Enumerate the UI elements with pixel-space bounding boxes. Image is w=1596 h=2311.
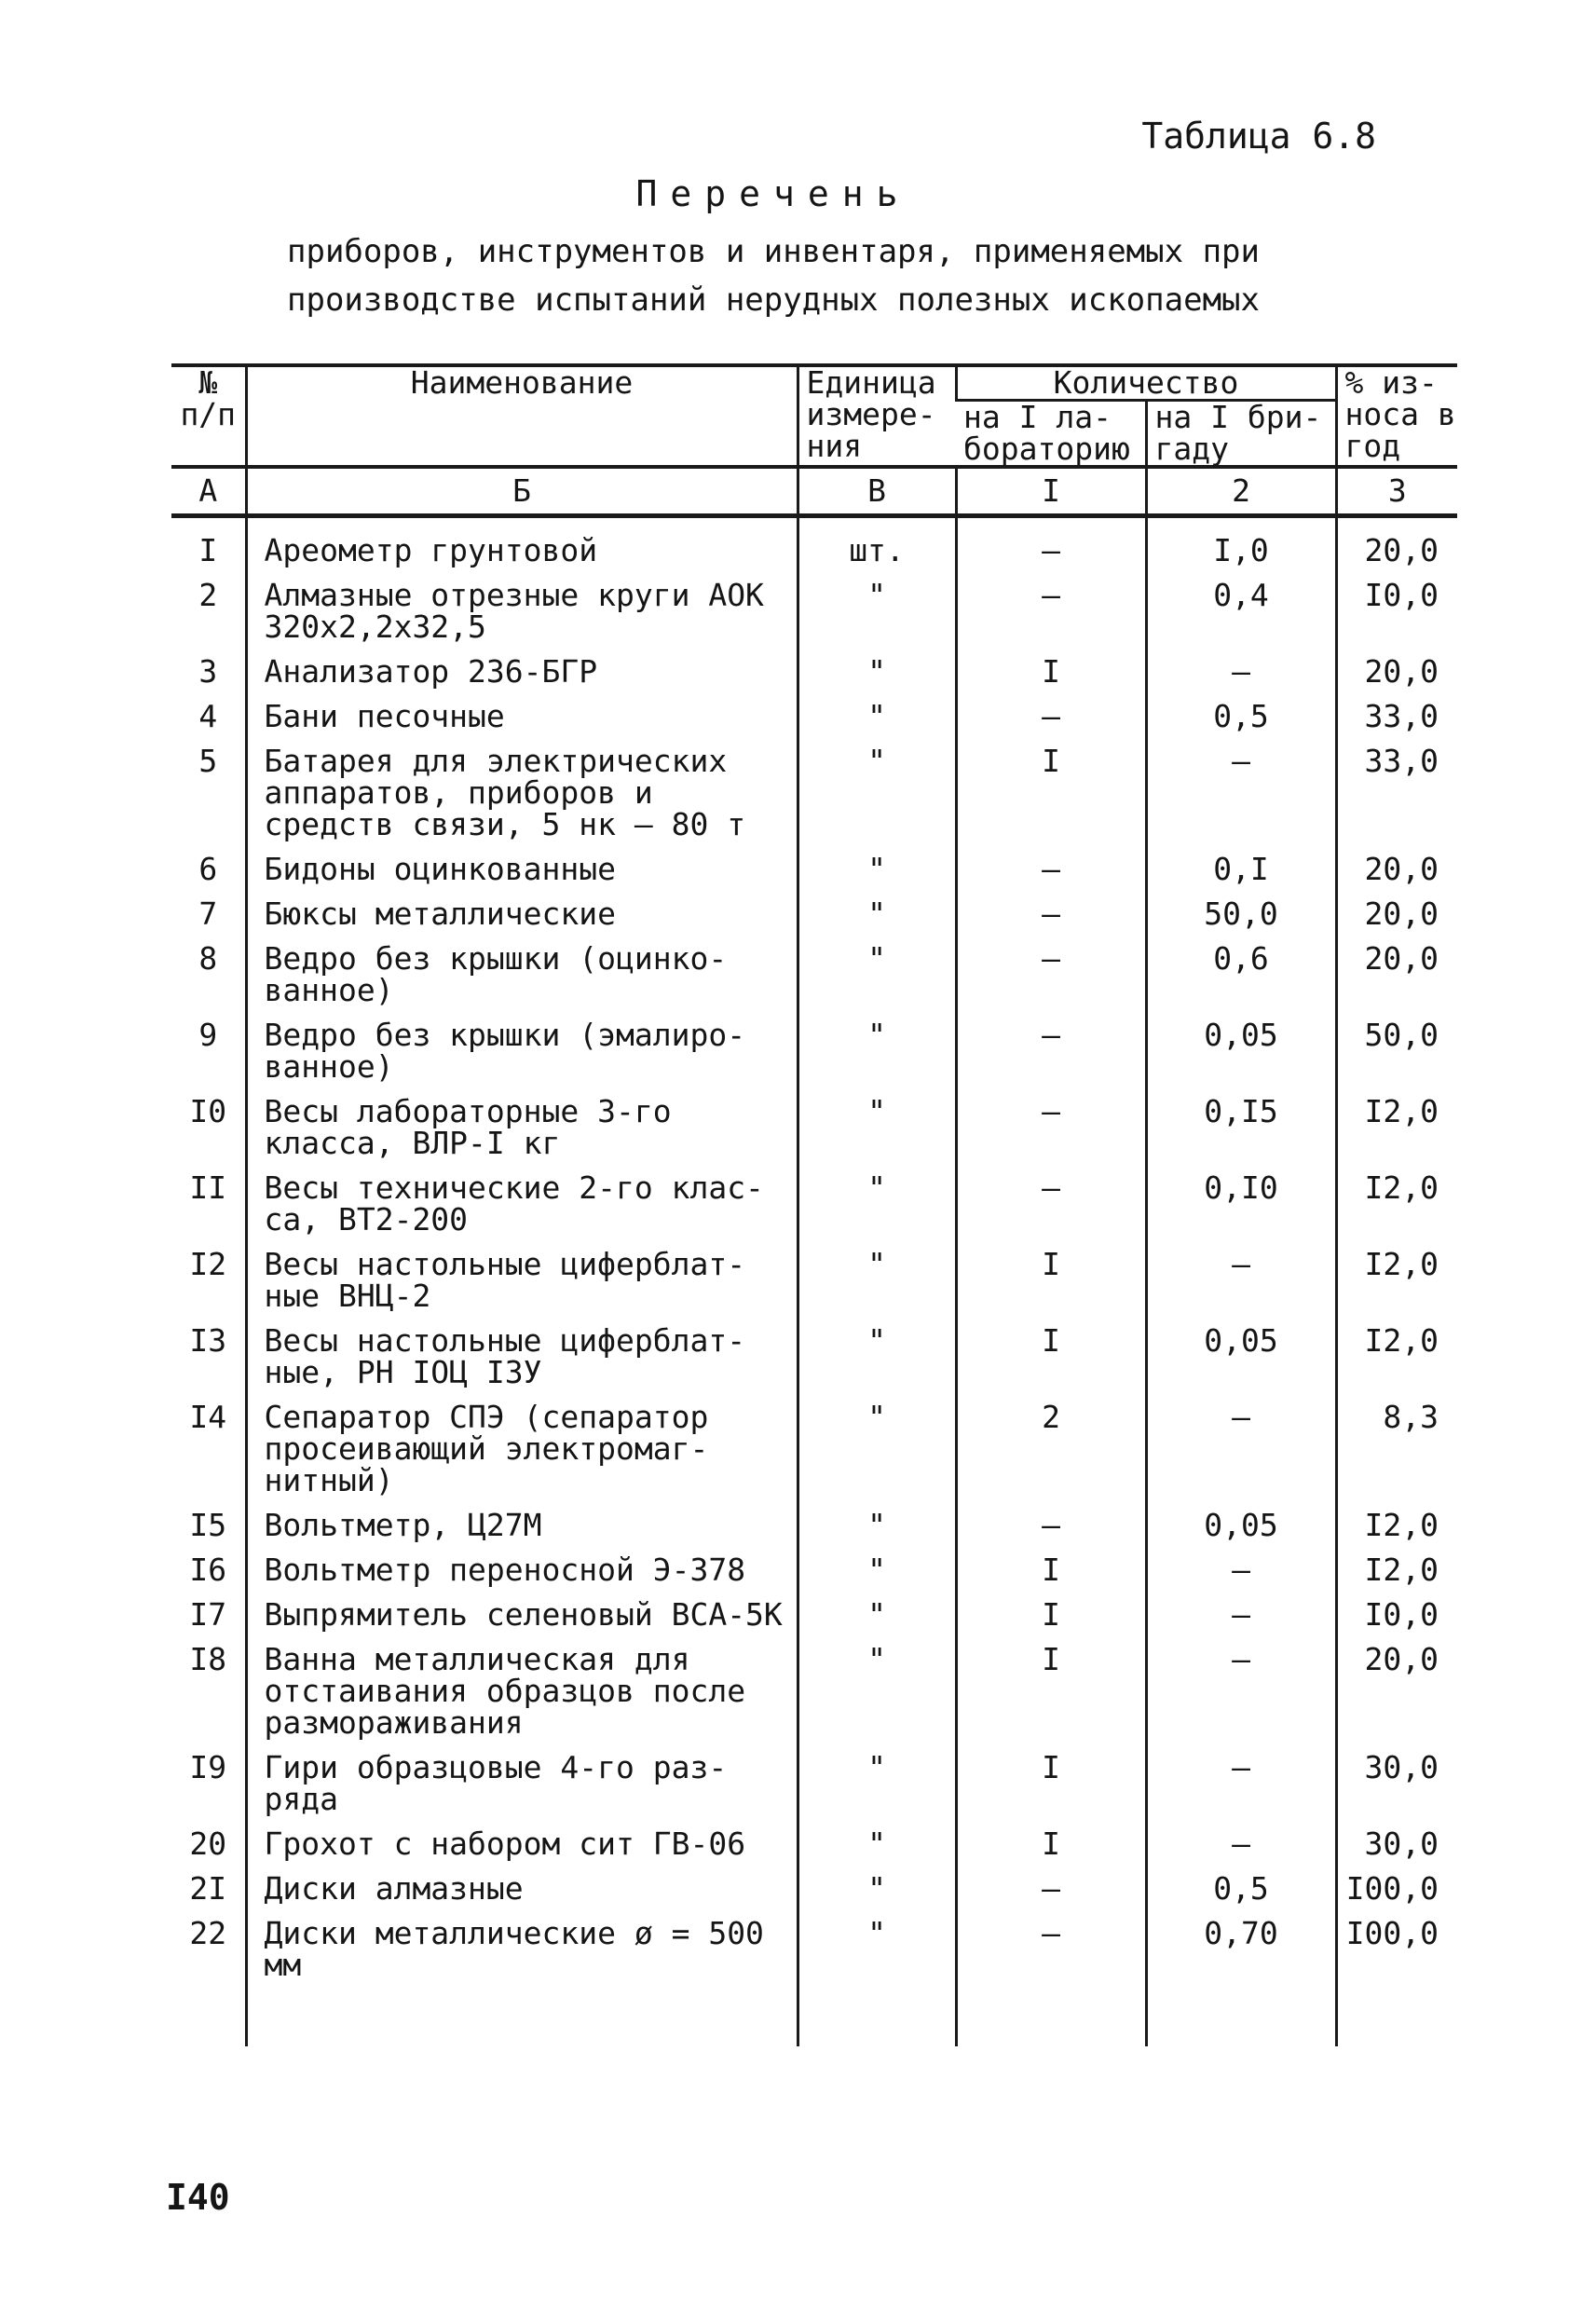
cell-lab: I (956, 1640, 1146, 1748)
table-row (171, 939, 1457, 1016)
cell-wear: 20,0 (1336, 516, 1457, 577)
document-title: Перечень (635, 173, 911, 214)
empty-cell (1146, 1990, 1336, 2046)
cell-num: 2 (198, 577, 218, 613)
cell-lab: I (956, 1321, 1146, 1398)
cell-name: Ведро без крышки (оцинко-ванное) (246, 939, 798, 1016)
cell-num: I7 (189, 1596, 227, 1633)
letter-num: А (171, 467, 246, 516)
cell-num: I6 (189, 1552, 227, 1588)
cell-crew: 0,I (1146, 850, 1336, 895)
cell-unit: " (798, 1169, 956, 1245)
cell-name: Ведро без крышки (эмалиро-ванное) (246, 1016, 798, 1092)
cell-unit: " (798, 1398, 956, 1506)
empty-cell (798, 1990, 956, 2046)
table-row (171, 576, 1457, 652)
cell-wear: I2,0 (1336, 1169, 1457, 1245)
cell-crew: 0,05 (1146, 1016, 1336, 1092)
cell-wear: I00,0 (1336, 1869, 1457, 1914)
table-label: Таблица 6.8 (1141, 116, 1376, 157)
cell-crew: – (1146, 1640, 1336, 1748)
cell-wear: 20,0 (1336, 652, 1457, 697)
cell-crew: – (1146, 1551, 1336, 1595)
cell-unit: " (798, 742, 956, 850)
cell-name: Ареометр грунтовой (246, 516, 798, 577)
cell-wear: 30,0 (1336, 1748, 1457, 1825)
cell-wear: 33,0 (1336, 742, 1457, 850)
cell-wear: 33,0 (1336, 697, 1457, 742)
table-row (171, 1398, 1457, 1506)
cell-num: I4 (189, 1399, 227, 1435)
cell-num: I0 (189, 1093, 227, 1129)
cell-wear: 8,3 (1336, 1398, 1457, 1506)
header-wear: % из-носа в год (1336, 365, 1457, 467)
cell-lab: I (956, 1551, 1146, 1595)
document-subtitle-line-1: приборов, инструментов и инвентаря, применяемых при (287, 233, 1260, 270)
cell-unit: шт. (798, 516, 956, 577)
title-block (280, 173, 1267, 324)
table-row (171, 1640, 1457, 1748)
cell-name: Весы лабораторные 3-го класса, ВЛР-I кг (246, 1092, 798, 1169)
cell-wear: 20,0 (1336, 939, 1457, 1016)
cell-wear: 50,0 (1336, 1016, 1457, 1092)
cell-lab: – (956, 895, 1146, 939)
cell-wear: 20,0 (1336, 850, 1457, 895)
header-per-crew: на I бри-гаду (1146, 401, 1336, 468)
table-row (171, 1016, 1457, 1092)
cell-unit: " (798, 1595, 956, 1640)
cell-lab: – (956, 1869, 1146, 1914)
cell-num: 22 (189, 1915, 227, 1951)
cell-wear: I0,0 (1336, 1595, 1457, 1640)
cell-crew: 0,5 (1146, 1869, 1336, 1914)
cell-lab: – (956, 1914, 1146, 1990)
table-row (171, 1245, 1457, 1321)
table-row (171, 1825, 1457, 1869)
table-row (171, 1506, 1457, 1551)
cell-unit: " (798, 697, 956, 742)
cell-wear: I2,0 (1336, 1551, 1457, 1595)
cell-lab: – (956, 1169, 1146, 1245)
cell-crew: – (1146, 652, 1336, 697)
cell-unit: " (798, 1321, 956, 1398)
table-row (171, 1321, 1457, 1398)
cell-lab: 2 (956, 1398, 1146, 1506)
cell-name: Бидоны оцинкованные (246, 850, 798, 895)
cell-crew: – (1146, 1825, 1336, 1869)
table-row (171, 652, 1457, 697)
cell-num: 20 (189, 1826, 227, 1862)
cell-name: Бани песочные (246, 697, 798, 742)
cell-unit: " (798, 1016, 956, 1092)
cell-name: Весы настольные циферблат-ные ВНЦ-2 (246, 1245, 798, 1321)
table-row (171, 1092, 1457, 1169)
cell-unit: " (798, 1748, 956, 1825)
cell-unit: " (798, 1245, 956, 1321)
table-row (171, 1169, 1457, 1245)
cell-num: 2I (189, 1870, 227, 1907)
cell-unit: " (798, 576, 956, 652)
cell-name: Алмазные отрезные круги АОК 320х2,2х32,5 (246, 576, 798, 652)
cell-num: 5 (198, 743, 218, 779)
cell-name: Весы технические 2-го клас-са, ВТ2-200 (246, 1169, 798, 1245)
cell-crew: 0,70 (1146, 1914, 1336, 1990)
cell-lab: I (956, 652, 1146, 697)
letter-crew: 2 (1146, 467, 1336, 516)
cell-crew: – (1146, 742, 1336, 850)
cell-name: Грохот с набором сит ГВ-06 (246, 1825, 798, 1869)
header-num: № п/п (171, 365, 246, 467)
cell-name: Бюксы металлические (246, 895, 798, 939)
cell-crew: 0,05 (1146, 1321, 1336, 1398)
cell-wear: I0,0 (1336, 576, 1457, 652)
cell-lab: I (956, 742, 1146, 850)
cell-name: Весы настольные циферблат-ные, РН IОЦ I3У (246, 1321, 798, 1398)
cell-wear: 30,0 (1336, 1825, 1457, 1869)
cell-num: I2 (189, 1246, 227, 1282)
empty-cell (246, 1990, 798, 2046)
table-row (171, 697, 1457, 742)
cell-unit: " (798, 1869, 956, 1914)
cell-lab: I (956, 1595, 1146, 1640)
cell-unit: " (798, 939, 956, 1016)
cell-unit: " (798, 1551, 956, 1595)
cell-crew: – (1146, 1748, 1336, 1825)
column-letters (171, 467, 1457, 516)
cell-num: II (189, 1169, 227, 1206)
cell-wear: I2,0 (1336, 1506, 1457, 1551)
cell-crew: 0,4 (1146, 576, 1336, 652)
table-row (171, 1914, 1457, 1990)
cell-num: 4 (198, 698, 218, 734)
cell-crew: 0,05 (1146, 1506, 1336, 1551)
cell-num: I9 (189, 1749, 227, 1785)
header-quantity: Количество (956, 365, 1336, 401)
header-unit: Единица измере-ния (798, 365, 956, 467)
cell-crew: 0,6 (1146, 939, 1336, 1016)
cell-lab: I (956, 1245, 1146, 1321)
cell-name: Сепаратор СПЭ (сепаратор просеивающий электромаг-нитный) (246, 1398, 798, 1506)
cell-name: Ванна металлическая для отстаивания образцов после размораживания (246, 1640, 798, 1748)
empty-cell (1336, 1990, 1457, 2046)
cell-num: 8 (198, 940, 218, 977)
cell-num: 7 (198, 896, 218, 932)
cell-crew: 0,I5 (1146, 1092, 1336, 1169)
cell-num: 3 (198, 653, 218, 690)
cell-num: 6 (198, 851, 218, 887)
cell-unit: " (798, 895, 956, 939)
cell-lab: – (956, 697, 1146, 742)
header-name: Наименование (246, 365, 798, 467)
cell-num: I3 (189, 1322, 227, 1359)
cell-name: Вольтметр переносной Э-378 (246, 1551, 798, 1595)
cell-lab: – (956, 850, 1146, 895)
table-continuation (171, 1990, 1457, 2046)
cell-lab: – (956, 576, 1146, 652)
cell-num: 9 (198, 1017, 218, 1053)
cell-num: I5 (189, 1507, 227, 1543)
letter-unit: В (798, 467, 956, 516)
cell-wear: I2,0 (1336, 1321, 1457, 1398)
cell-wear: I2,0 (1336, 1092, 1457, 1169)
cell-crew: – (1146, 1245, 1336, 1321)
cell-lab: – (956, 516, 1146, 577)
table-row (171, 1748, 1457, 1825)
cell-unit: " (798, 1092, 956, 1169)
cell-crew: 0,5 (1146, 697, 1336, 742)
cell-lab: I (956, 1825, 1146, 1869)
cell-unit: " (798, 850, 956, 895)
letter-lab: I (956, 467, 1146, 516)
cell-crew: 50,0 (1146, 895, 1336, 939)
header-per-lab: на I ла-бораторию (956, 401, 1146, 468)
cell-unit: " (798, 1825, 956, 1869)
document-subtitle-line-2: производстве испытаний нерудных полезных ископаемых (287, 281, 1260, 319)
letter-name: Б (246, 467, 798, 516)
cell-unit: " (798, 1914, 956, 1990)
table-row (171, 516, 1457, 577)
page-number: I40 (166, 2177, 230, 2218)
cell-lab: – (956, 1016, 1146, 1092)
cell-wear: 20,0 (1336, 895, 1457, 939)
cell-crew: 0,I0 (1146, 1169, 1336, 1245)
cell-name: Вольтметр, Ц27М (246, 1506, 798, 1551)
table-row (171, 742, 1457, 850)
empty-cell (956, 1990, 1146, 2046)
cell-num: I8 (189, 1641, 227, 1677)
empty-cell (171, 1990, 246, 2046)
cell-lab: – (956, 1506, 1146, 1551)
table-row (171, 850, 1457, 895)
cell-crew: I,0 (1146, 516, 1336, 577)
table-row (171, 1595, 1457, 1640)
cell-crew: – (1146, 1398, 1336, 1506)
cell-num: I (198, 532, 218, 568)
cell-name: Выпрямитель селеновый ВСА-5К (246, 1595, 798, 1640)
cell-unit: " (798, 1506, 956, 1551)
cell-unit: " (798, 1640, 956, 1748)
cell-lab: – (956, 1092, 1146, 1169)
cell-wear: I00,0 (1336, 1914, 1457, 1990)
cell-crew: – (1146, 1595, 1336, 1640)
cell-name: Гири образцовые 4-го раз-ряда (246, 1748, 798, 1825)
table-header (171, 365, 1457, 467)
cell-name: Диски алмазные (246, 1869, 798, 1914)
table-row (171, 895, 1457, 939)
cell-lab: – (956, 939, 1146, 1016)
cell-unit: " (798, 652, 956, 697)
cell-name: Диски металлические ø = 500 мм (246, 1914, 798, 1990)
cell-name: Анализатор 236-БГР (246, 652, 798, 697)
letter-wear: 3 (1336, 467, 1457, 516)
table-row (171, 1869, 1457, 1914)
table-body (171, 516, 1457, 2047)
cell-wear: I2,0 (1336, 1245, 1457, 1321)
table-row (171, 1551, 1457, 1595)
cell-lab: I (956, 1748, 1146, 1825)
cell-wear: 20,0 (1336, 1640, 1457, 1748)
cell-name: Батарея для электрических аппаратов, приборов и средств связи, 5 нк – 80 т (246, 742, 798, 850)
equipment-table (171, 363, 1457, 2046)
